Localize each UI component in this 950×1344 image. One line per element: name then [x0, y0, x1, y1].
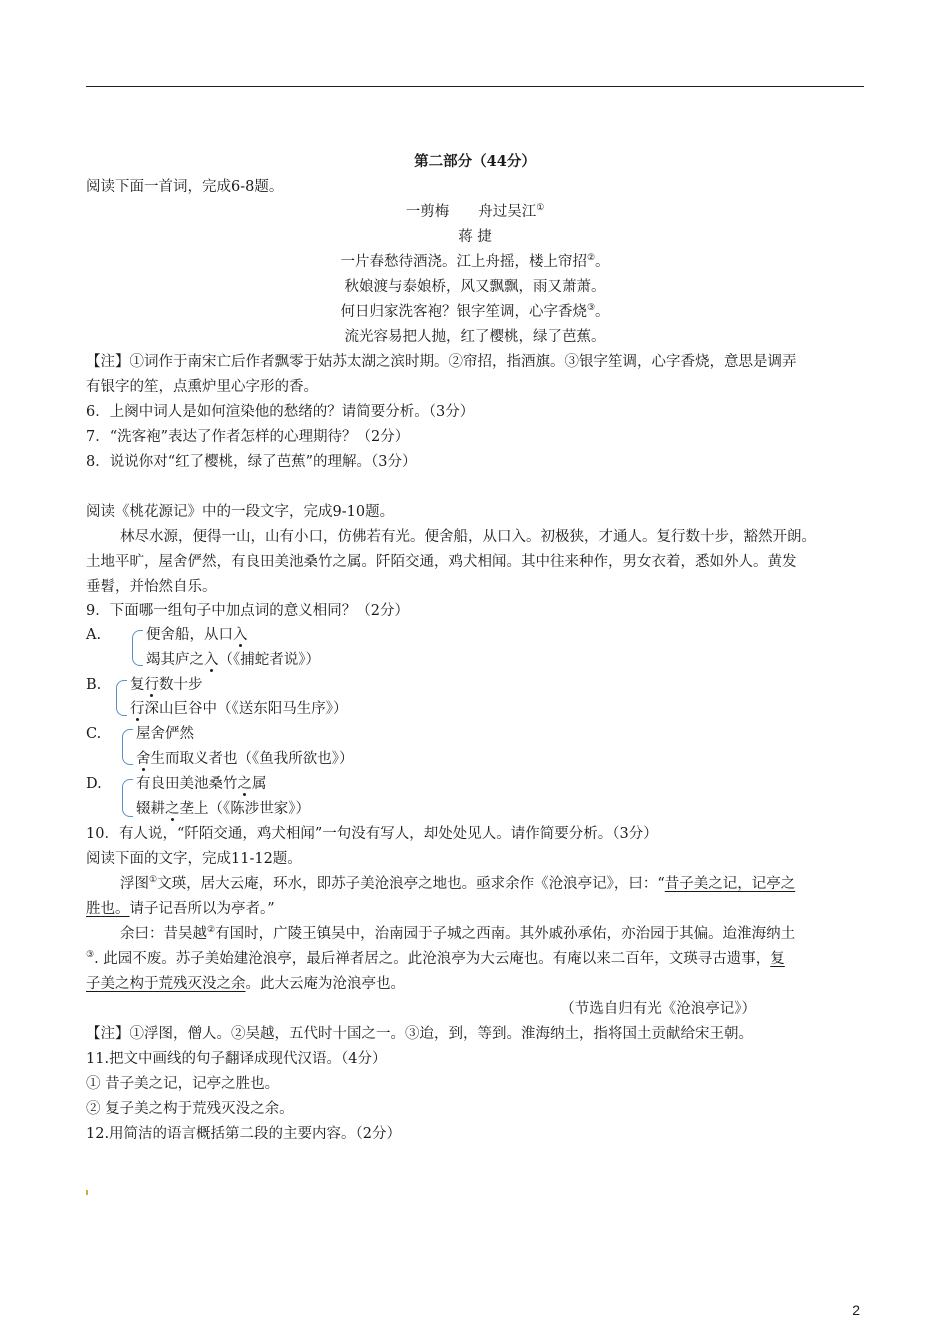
- option-b-sentence-2: 行深山巨谷中（《送东阳马生序》）: [130, 701, 348, 717]
- option-b-label: B.: [86, 677, 102, 693]
- part2-intro: 阅读《桃花源记》中的一段文字，完成9-10题。: [86, 504, 395, 520]
- poem-line-1: 一片春愁待酒浇。江上舟摇，楼上帘招②。: [340, 253, 610, 270]
- question-7: 7．“洗客袍”表达了作者怎样的心理期待？（2分）: [86, 429, 410, 445]
- option-c-sentence-2: 舍生而取义者也（《鱼我所欲也》）: [136, 751, 354, 767]
- passage-line-1: 林尽水源，便得一山，山有小口，仿佛若有光。便舍船，从口入。初极狭，才通人。复行数十步，豁然开朗。: [120, 529, 816, 545]
- poem-note-line-2: 有银字的笙，点熏炉里心字形的香。: [86, 379, 318, 395]
- header-rule: [86, 86, 864, 87]
- poem-title: 一剪梅 舟过吴江①: [405, 203, 545, 220]
- underlined-sentence: 胜也。: [86, 901, 130, 917]
- question-11: 11.把文中画线的句子翻译成现代汉语。（4分）: [86, 1051, 387, 1067]
- essay-source: （节选自归有光《沧浪亭记》）: [560, 1001, 756, 1017]
- question-6: 6．上阕中词人是如何渲染他的愁绪的？请简要分析。（3分）: [86, 404, 475, 420]
- underlined-sentence: 子美之构于荒残灭没之余: [86, 976, 246, 992]
- part1-intro: 阅读下面一首词，完成6-8题。: [86, 179, 284, 195]
- poem-line-4: 流光容易把人抛，红了樱桃，绿了芭蕉。: [344, 329, 606, 345]
- underlined-sentence: 昔子美之记，记亭之: [664, 876, 796, 892]
- option-c-sentence-1: 屋舍俨然: [136, 726, 194, 742]
- essay-para-1-line-2: 胜也。请子记吾所以为亭者。”: [86, 901, 275, 917]
- option-c-brace: [122, 729, 133, 765]
- underlined-sentence: 复: [770, 951, 785, 967]
- stray-mark: [86, 1190, 88, 1195]
- essay-para-1-line-1: 浮图①文瑛，居大云庵，环水，即苏子美沧浪亭之地也。亟求余作《沧浪亭记》，曰：“昔子美之记，记亭之: [120, 875, 796, 892]
- poem-line-3: 何日归家洗客袍？银字笙调，心字香烧③。: [340, 303, 610, 320]
- option-d-brace: [122, 779, 133, 817]
- option-a-label: A.: [86, 627, 102, 643]
- option-a-brace: [132, 630, 143, 666]
- option-d-sentence-1: 有良田美池桑竹之属: [136, 776, 267, 792]
- essay-para-2-line-3: 子美之构于荒残灭没之余。此大云庵为沧浪亭也。: [86, 976, 405, 992]
- question-8: 8．说说你对“红了樱桃，绿了芭蕉”的理解。（3分）: [86, 454, 417, 470]
- dotted-word: 行: [130, 701, 145, 717]
- dotted-word: 入: [233, 627, 248, 643]
- passage-line-2: 土地平旷，屋舍俨然，有良田美池桑竹之属。阡陌交通，鸡犬相闻。其中往来种作，男女衣着，悉如外人。黄发: [86, 554, 797, 570]
- essay-para-2-line-1: 余曰：昔吴越②有国时，广陵王镇吴中，治南园于子城之西南。其外戚孙承佑，亦治园于其偏。迨淮海纳土: [120, 925, 796, 942]
- dotted-word: 舍: [136, 751, 151, 767]
- dotted-word: 入: [204, 652, 219, 668]
- option-b-sentence-1: 复行数十步: [130, 677, 203, 693]
- option-a-sentence-1: 便舍船，从口入: [146, 627, 248, 643]
- essay-note: 【注】①浮图，僧人。②吴越，五代时十国之一。③迨，到，等到。淮海纳土，指将国土贡献给宋王朝。: [86, 1026, 753, 1042]
- dotted-word: 之: [237, 776, 252, 792]
- option-d-label: D.: [86, 776, 102, 792]
- dotted-word: 之: [165, 801, 180, 817]
- poem-line-2: 秋娘渡与泰娘桥，风又飘飘，雨又萧萧。: [344, 279, 606, 295]
- option-c-label: C.: [86, 726, 102, 742]
- passage-line-3: 垂髫，并怡然自乐。: [86, 579, 217, 595]
- question-11-item-2: ② 复子美之构于荒残灭没之余。: [86, 1101, 294, 1117]
- question-11-item-1: ① 昔子美之记，记亭之胜也。: [86, 1076, 280, 1092]
- poem-author: 蒋 捷: [458, 229, 492, 245]
- dotted-word: 行: [144, 677, 159, 693]
- option-a-sentence-2: 竭其庐之入（《捕蛇者说》）: [146, 652, 320, 668]
- question-9: 9．下面哪一组句子中加点词的意义相同？（2分）: [86, 603, 409, 619]
- question-10: 10．有人说，“阡陌交通，鸡犬相闻”一句没有写人，却处处见人。请作简要分析。（3分）: [86, 826, 658, 842]
- section-title: 第二部分（44分）: [414, 153, 536, 170]
- part3-intro: 阅读下面的文字，完成11-12题。: [86, 851, 302, 867]
- question-12: 12.用简洁的语言概括第二段的主要内容。（2分）: [86, 1126, 402, 1142]
- essay-para-2-line-2: ③. 此园不废。苏子美始建沧浪亭，最后禅者居之。此沧浪亭为大云庵也。有庵以来二百年，文瑛寻古遗事，复: [86, 950, 785, 967]
- page-number: 2: [852, 1302, 860, 1318]
- option-d-sentence-2: 辍耕之垄上（《陈涉世家》）: [136, 801, 310, 817]
- option-b-brace: [116, 680, 127, 716]
- poem-note-line-1: 【注】①词作于南宋亡后作者飘零于姑苏太湖之滨时期。②帘招，指酒旗。③银字笙调，心字香烧，意思是调弄: [86, 354, 797, 370]
